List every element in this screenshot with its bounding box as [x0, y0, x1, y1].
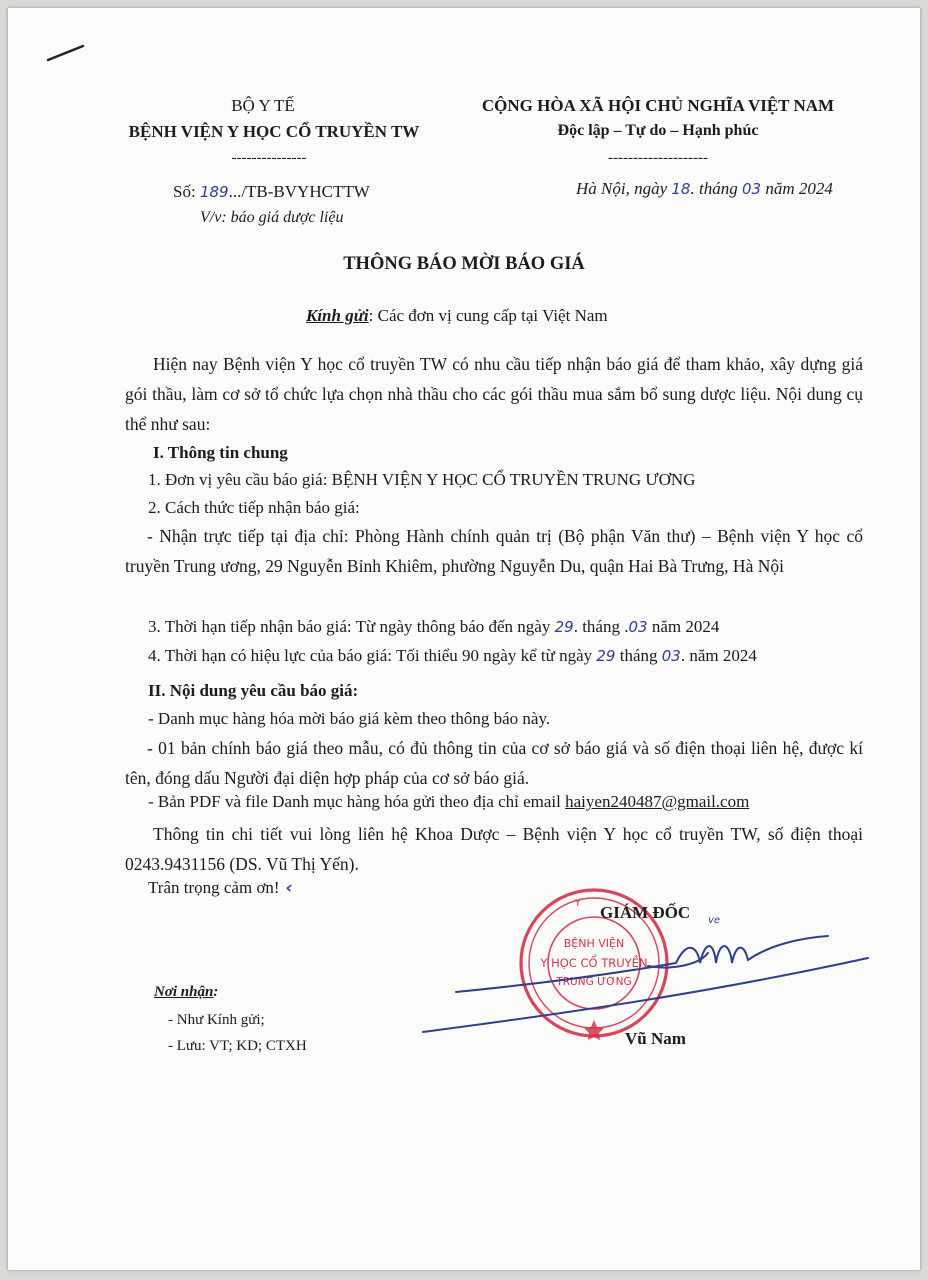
recipient-item2: - Lưu: VT; KD; CTXH	[168, 1038, 307, 1054]
document-number: Số: 189.../TB-BVYHCTTW	[173, 182, 370, 201]
section1-item2: 2. Cách thức tiếp nhận báo giá:	[148, 498, 360, 517]
stamp-line3: TRUNG ƯƠNG	[556, 976, 632, 988]
document-title: THÔNG BÁO MỜI BÁO GIÁ	[343, 254, 585, 274]
closing-line: Trân trọng cảm ơn! ‹	[148, 878, 293, 898]
section2-bullet2: - 01 bản chính báo giá theo mẫu, có đủ thông tin của cơ sở báo giá và số điện thoại liên hệ, được kí tên, đóng dấu Người đại diện hợp pháp của cơ sở báo giá.	[125, 738, 863, 788]
recipient-item1: - Như Kính gửi;	[168, 1012, 265, 1028]
section1-heading: I. Thông tin chung	[153, 443, 288, 462]
section1-item2-detail: - Nhận trực tiếp tại địa chỉ: Phòng Hành chính quản trị (Bộ phận Văn thư) – Bệnh viện Y học cổ truyền Trung ương, 29 Nguyễn Bỉnh Khiêm, phường Nguyễn Du, quận Hai Bà Trưng, Hà Nội	[125, 526, 863, 576]
stamp-line1: BỆNH VIỆN	[563, 937, 625, 950]
right-divider: --------------------	[608, 150, 708, 166]
handwritten-item3-month: 03	[628, 618, 648, 636]
salutation: Kính gửi: Các đơn vị cung cấp tại Việt Nam	[306, 306, 608, 325]
handwritten-item4-day: 29	[596, 647, 616, 665]
signature-handwriting	[8, 8, 920, 1270]
handwritten-doc-no: 189	[199, 183, 229, 201]
signature-title: GIÁM ĐỐC	[600, 903, 691, 922]
recipients-label: Nơi nhận:	[154, 984, 219, 1000]
hospital-name: BỆNH VIỆN Y HỌC CỔ TRUYỀN TW	[128, 122, 420, 141]
section2-bullet3: - Bản PDF và file Danh mục hàng hóa gửi theo địa chỉ email haiyen240487@gmail.com	[148, 792, 750, 811]
subject-line: V/v: báo giá dược liệu	[200, 209, 344, 226]
stamp-line2: Y HỌC CỔ TRUYỀN	[540, 956, 648, 970]
section2-bullet1: - Danh mục hàng hóa mời báo giá kèm theo thông báo này.	[148, 709, 551, 728]
nation-name: CỘNG HÒA XÃ HỘI CHỦ NGHĨA VIỆT NAM	[481, 96, 835, 115]
signatory-name: Vũ Nam	[625, 1029, 686, 1048]
svg-text:Y: Y	[575, 899, 581, 909]
section1-item4: 4. Thời hạn có hiệu lực của báo giá: Tối thiểu 90 ngày kể từ ngày 29 tháng 03. năm 2024	[148, 646, 757, 665]
svg-text:ve: ve	[708, 915, 721, 926]
motto: Độc lập – Tự do – Hạnh phúc	[557, 122, 759, 139]
section2-heading: II. Nội dung yêu cầu báo giá:	[148, 681, 359, 700]
handwritten-item4-month: 03	[661, 647, 681, 665]
ministry-name: BỘ Y TẾ	[231, 96, 295, 115]
section1-item3: 3. Thời hạn tiếp nhận báo giá: Từ ngày thông báo đến ngày 29. tháng .03 năm 2024	[148, 617, 720, 636]
handwritten-day: 18	[671, 180, 691, 198]
section1-item1: 1. Đơn vị yêu cầu báo giá: BỆNH VIỆN Y HỌC CỔ TRUYỀN TRUNG ƯƠNG	[148, 470, 696, 489]
handwritten-month: 03	[741, 180, 762, 198]
left-divider: ---------------	[231, 150, 307, 166]
intro-paragraph: Hiện nay Bệnh viện Y học cổ truyền TW có nhu cầu tiếp nhận báo giá để tham khảo, xây dựng giá gói thầu, làm cơ sở tổ chức lựa chọn nhà thầu cho các gói thầu mua sắm bổ sung dược liệu. Nội dung cụ thể như sau:	[125, 354, 863, 434]
document-page	[8, 8, 920, 1270]
salutation-label: Kính gửi	[306, 306, 369, 325]
place-date: Hà Nội, ngày 18. tháng 03 năm 2024	[576, 179, 833, 198]
handwritten-item3-day: 29	[554, 618, 574, 636]
contact-paragraph: Thông tin chi tiết vui lòng liên hệ Khoa Dược – Bệnh viện Y học cổ truyền TW, số điện thoại 0243.9431156 (DS. Vũ Thị Yến).	[125, 824, 863, 874]
email-link[interactable]: haiyen240487@gmail.com	[565, 792, 750, 811]
